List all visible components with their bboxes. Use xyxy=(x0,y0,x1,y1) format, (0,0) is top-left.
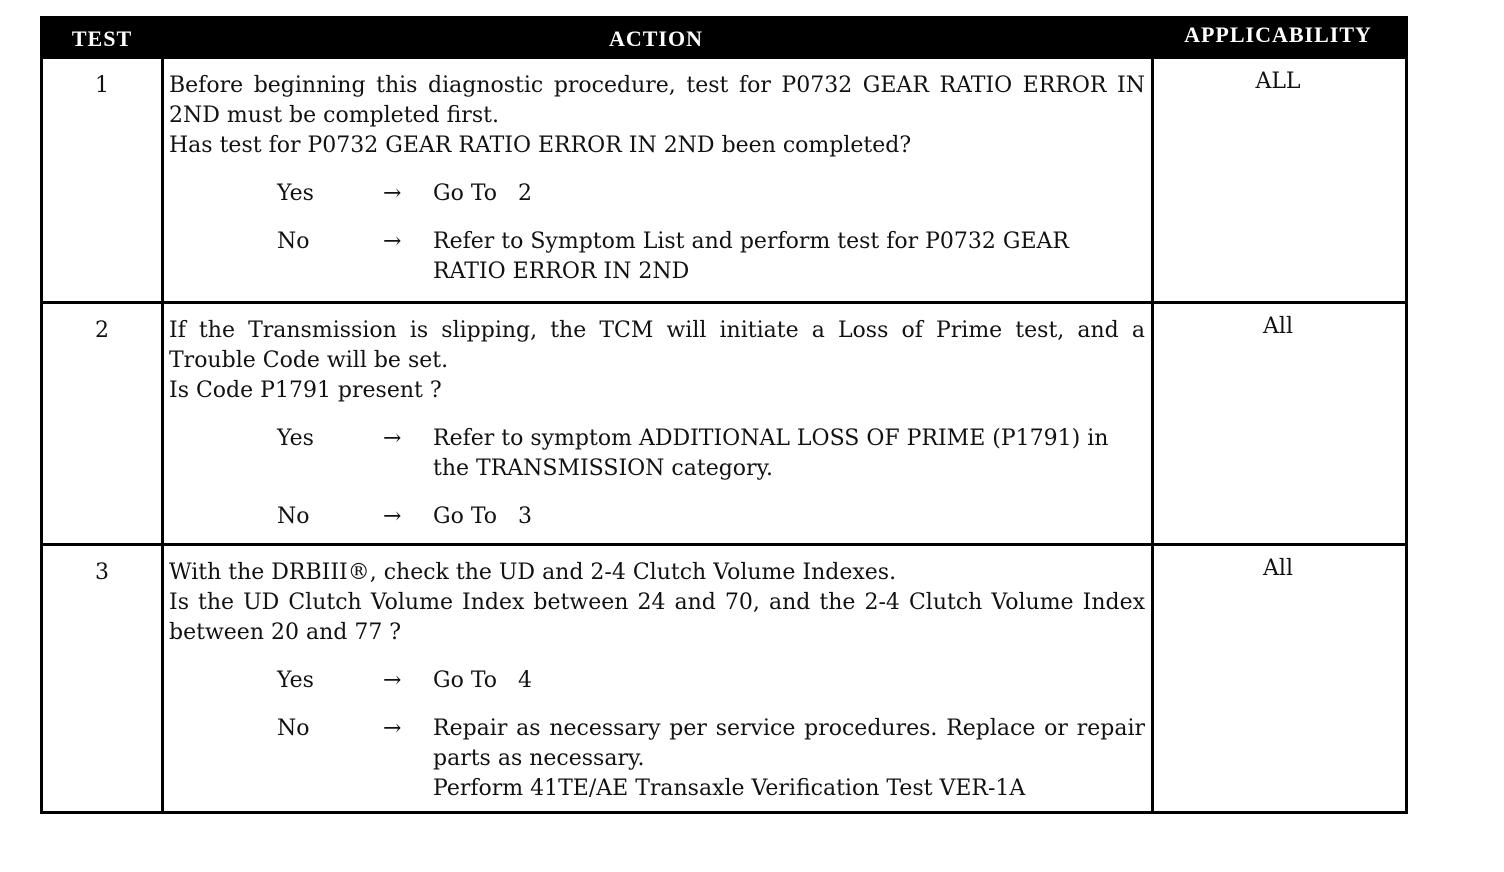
no-label: No xyxy=(277,504,310,529)
test-number: 2 xyxy=(95,318,109,343)
yes-option xyxy=(169,666,1145,696)
arrow-right-icon: → xyxy=(383,181,402,206)
applicability-value: All xyxy=(1263,556,1293,581)
yes-result: Refer to symptom ADDITIONAL LOSS OF PRIME (P1791) in the TRANSMISSION category. xyxy=(433,426,1109,481)
applicability-value: All xyxy=(1263,314,1293,339)
table-row-1 xyxy=(43,59,1405,301)
test-number: 3 xyxy=(95,560,109,585)
yes-label: Yes xyxy=(277,181,314,206)
action-cell xyxy=(169,558,1145,804)
yes-option xyxy=(169,424,1145,484)
question-text: Is the UD Clutch Volume Index between 24 and 70, and the 2-4 Clutch Volume Index between 20 and 77 ? xyxy=(169,590,1145,645)
table-row-2 xyxy=(43,301,1405,543)
action-cell xyxy=(169,71,1145,287)
yes-option xyxy=(169,179,1145,209)
no-label: No xyxy=(277,716,310,741)
applicability-value: ALL xyxy=(1255,69,1301,94)
question-text: If the Transmission is slipping, the TCM will initiate a Loss of Prime test, and a Trouble Code will be set. xyxy=(169,318,1145,373)
arrow-right-icon: → xyxy=(383,668,402,693)
table-header xyxy=(43,19,1405,59)
no-result: Refer to Symptom List and perform test for P0732 GEAR RATIO ERROR IN 2ND xyxy=(433,229,1069,284)
no-result: Repair as necessary per service procedures. Replace or repair parts as necessary. Perform 41TE/AE Transaxle Verification Test VER-1A xyxy=(433,716,1145,801)
arrow-right-icon: → xyxy=(383,504,402,529)
yes-result: Go To 2 xyxy=(433,181,532,206)
yes-result: Go To 4 xyxy=(433,668,532,693)
table-row-3 xyxy=(43,543,1405,811)
question-text: Is Code P1791 present ? xyxy=(169,378,442,403)
no-result: Go To 3 xyxy=(433,504,532,529)
header-applicability: APPLICABILITY xyxy=(1184,22,1372,47)
yes-label: Yes xyxy=(277,668,314,693)
arrow-right-icon: → xyxy=(383,426,402,451)
arrow-right-icon: → xyxy=(383,229,402,254)
no-label: No xyxy=(277,229,310,254)
question-text: Before beginning this diagnostic procedure, test for P0732 GEAR RATIO ERROR IN 2ND must be completed first. xyxy=(169,73,1145,128)
yes-label: Yes xyxy=(277,426,314,451)
header-test: TEST xyxy=(71,26,133,51)
question-text: Has test for P0732 GEAR RATIO ERROR IN 2ND been completed? xyxy=(169,133,912,158)
diagnostic-table xyxy=(40,16,1408,814)
no-option xyxy=(169,502,1145,532)
no-option xyxy=(169,227,1145,287)
no-option xyxy=(169,714,1145,804)
header-action: ACTION xyxy=(608,26,703,51)
test-number: 1 xyxy=(95,73,109,98)
action-cell xyxy=(169,316,1145,532)
question-text: With the DRBIII®, check the UD and 2-4 Clutch Volume Indexes. xyxy=(169,560,897,585)
arrow-right-icon: → xyxy=(383,716,402,741)
